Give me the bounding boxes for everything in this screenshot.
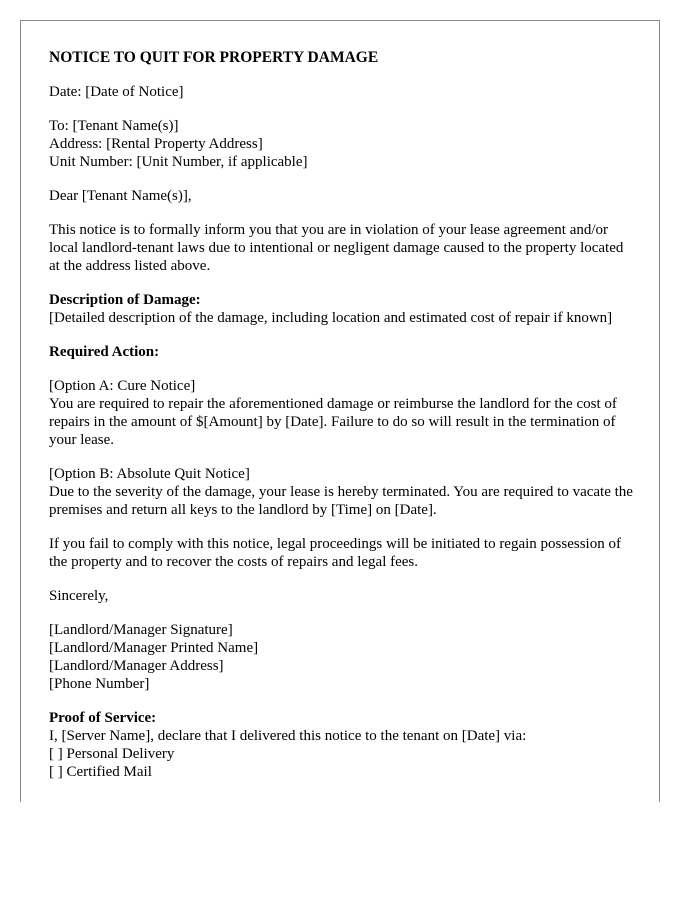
intro-paragraph: This notice is to formally inform you that you are in violation of your lease agreement and/or local landlord-tenant laws due to intentional or negligent damage caused to the property located at the address listed above. [49, 222, 624, 274]
proof-of-service-section [49, 709, 634, 781]
option-b-label: [Option B: Absolute Quit Notice] [49, 466, 250, 482]
option-a-section [49, 377, 634, 449]
option-a-text: You are required to repair the aforementioned damage or reimburse the landlord for the cost of repairs in the amount of $[Amount] by [Date]. Failure to do so will result in the termination of your lease. [49, 396, 617, 448]
recipient-to: To: [Tenant Name(s)] [49, 118, 179, 134]
document-content [49, 49, 634, 797]
option-b-section [49, 465, 634, 519]
recipient-address: Address: [Rental Property Address] [49, 136, 263, 152]
recipient-unit: Unit Number: [Unit Number, if applicable] [49, 154, 308, 170]
landlord-address-line: [Landlord/Manager Address] [49, 658, 224, 674]
option-a-label: [Option A: Cure Notice] [49, 378, 196, 394]
required-action-heading: Required Action: [49, 344, 160, 360]
damage-section [49, 291, 634, 327]
damage-text: [Detailed description of the damage, including location and estimated cost of repair if known] [49, 310, 613, 326]
consequence-paragraph: If you fail to comply with this notice, legal proceedings will be initiated to regain possession of the property and to recover the costs of repairs and legal fees. [49, 536, 621, 570]
damage-heading: Description of Damage: [49, 292, 201, 308]
proof-option-mail: [ ] Certified Mail [49, 764, 152, 780]
salutation: Dear [Tenant Name(s)], [49, 188, 192, 204]
signature-line: [Landlord/Manager Signature] [49, 622, 233, 638]
recipient-block [49, 117, 634, 171]
signature-block [49, 621, 634, 693]
proof-option-personal: [ ] Personal Delivery [49, 746, 175, 762]
printed-name-line: [Landlord/Manager Printed Name] [49, 640, 259, 656]
document-page [20, 20, 660, 802]
date-line: Date: [Date of Notice] [49, 84, 184, 100]
phone-line: [Phone Number] [49, 676, 150, 692]
option-b-text: Due to the severity of the damage, your lease is hereby terminated. You are required to vacate the premises and return all keys to the landlord by [Time] on [Date]. [49, 484, 633, 518]
proof-heading: Proof of Service: [49, 710, 157, 726]
closing: Sincerely, [49, 588, 109, 604]
proof-declaration: I, [Server Name], declare that I delivered this notice to the tenant on [Date] via: [49, 728, 527, 744]
notice-title: NOTICE TO QUIT FOR PROPERTY DAMAGE [49, 49, 379, 66]
